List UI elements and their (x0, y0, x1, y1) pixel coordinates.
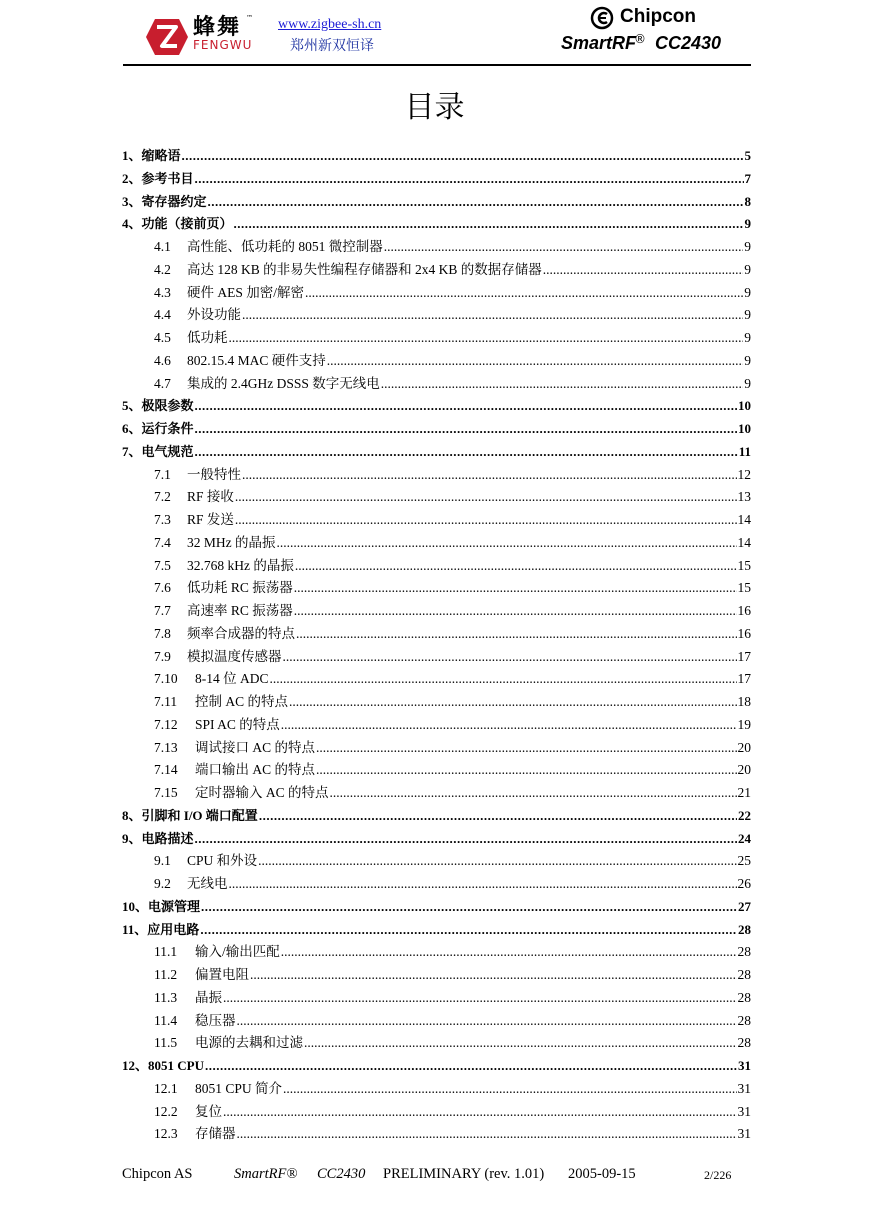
toc-page-number: 28 (737, 967, 751, 982)
toc-section-entry[interactable] (154, 555, 751, 577)
toc-chapter-entry[interactable] (122, 168, 751, 190)
toc-entry-title: 8051 CPU (148, 1058, 204, 1073)
toc-dot-leader (237, 1010, 737, 1032)
toc-page-number: 20 (737, 762, 751, 778)
toc-page-number: 14 (737, 534, 751, 550)
toc-page-number: 25 (737, 853, 751, 869)
toc-dot-leader (281, 714, 737, 736)
toc-section-entry[interactable] (154, 737, 751, 759)
toc-dot-leader (384, 236, 744, 258)
toc-dot-leader (283, 1078, 736, 1100)
toc-section-entry[interactable] (154, 350, 751, 372)
toc-entry-number: 7.9 (154, 648, 171, 664)
toc-entry-number: 6、 (122, 421, 142, 436)
toc-page-number: 7 (744, 170, 751, 186)
toc-section-entry[interactable] (154, 714, 751, 736)
toc-entry-number: 12.2 (154, 1103, 178, 1119)
toc-page-number: 10 (738, 398, 751, 414)
toc-dot-leader (305, 282, 743, 304)
toc-entry-title: 功能（接前页） (141, 216, 233, 232)
toc-entry-title: 低功耗 RC 振荡器 (187, 580, 293, 596)
toc-page-number: 9 (744, 239, 751, 254)
toc-entry-title: 寄存器约定 (141, 193, 207, 209)
toc-section-entry[interactable] (154, 873, 751, 895)
fengwu-logo-icon (145, 18, 189, 56)
toc-entry-title: 缩略语 (141, 148, 181, 163)
toc-dot-leader (283, 646, 737, 668)
toc-entry-number: 7.14 (154, 762, 178, 778)
toc-page-number: 16 (737, 603, 751, 618)
toc-entry-number: 3、 (122, 193, 142, 209)
toc-dot-leader (296, 623, 737, 645)
website-link[interactable]: www.zigbee-sh.cn (278, 17, 382, 32)
toc-page-number: 21 (737, 785, 751, 800)
toc-dot-leader (259, 805, 737, 827)
toc-chapter-entry[interactable] (122, 191, 751, 213)
toc-entry-number: 7.3 (154, 512, 171, 527)
toc-page-number: 28 (737, 1012, 751, 1028)
toc-entry-title: 高速率 RC 振荡器 (187, 603, 293, 618)
toc-entry-title: RF 接收 (187, 489, 234, 505)
toc-page-number: 26 (737, 876, 751, 891)
toc-dot-leader (223, 987, 737, 1009)
toc-entry-number: 7.12 (154, 716, 178, 732)
toc-page-number: 27 (738, 898, 751, 914)
toc-entry-title: SPI AC 的特点 (195, 716, 280, 732)
toc-dot-leader (281, 941, 737, 963)
toc-entry-title: 高达 128 KB 的非易失性编程存储器和 2x4 KB 的数据存储器 (187, 261, 542, 277)
toc-dot-leader (327, 350, 743, 372)
toc-entry-number: 11.1 (154, 944, 178, 960)
toc-entry-number: 9.1 (154, 853, 171, 869)
toc-dot-leader (195, 168, 744, 190)
toc-dot-leader (195, 395, 737, 417)
toc-page-number: 24 (738, 830, 751, 846)
toc-dot-leader (237, 1123, 737, 1145)
toc-dot-leader (235, 486, 737, 508)
toc-entry-number: 10、 (122, 898, 149, 914)
translator-name: 郑州新双恒译 (290, 39, 374, 54)
toc-dot-leader (258, 850, 736, 872)
toc-section-entry[interactable] (154, 623, 751, 645)
toc-section-entry[interactable] (154, 941, 751, 963)
toc-page-number: 15 (737, 557, 751, 573)
toc-page-number: 9 (744, 352, 751, 368)
toc-entry-number: 11.4 (154, 1012, 178, 1028)
toc-entry-number: 2、 (122, 170, 142, 186)
toc-entry-title: 引脚和 I/O 端口配置 (141, 807, 258, 823)
toc-page-number: 5 (744, 148, 751, 163)
toc-entry-title: 稳压器 (195, 1012, 236, 1028)
toc-entry-number: 4.7 (154, 375, 171, 391)
toc-entry-title: 模拟温度传感器 (187, 648, 282, 664)
chipcon-logo-icon (590, 6, 614, 30)
toc-entry-number: 7.6 (154, 580, 171, 596)
toc-section-entry[interactable] (154, 236, 751, 258)
toc-entry-title: 高性能、低功耗的 8051 微控制器 (187, 239, 383, 254)
toc-chapter-entry[interactable] (122, 1055, 751, 1077)
toc-page-number: 31 (738, 1058, 751, 1073)
product-name: CC2430 (655, 33, 722, 53)
toc-page-number: 22 (738, 807, 751, 823)
toc-page-number: 19 (737, 716, 751, 732)
toc-dot-leader (205, 1055, 737, 1077)
toc-section-entry[interactable] (154, 373, 751, 395)
toc-entry-title: 应用电路 (147, 921, 200, 937)
toc-page-number: 20 (737, 739, 751, 755)
toc-entry-title: 一般特性 (187, 466, 241, 482)
toc-entry-title: 端口输出 AC 的特点 (195, 762, 316, 778)
toc-section-entry[interactable] (154, 509, 751, 531)
toc-entry-title: 硬件 AES 加密/解密 (187, 284, 305, 300)
toc-section-entry[interactable] (154, 646, 751, 668)
toc-dot-leader (195, 441, 738, 463)
toc-entry-number: 7.13 (154, 739, 178, 755)
toc-dot-leader (294, 577, 737, 599)
toc-entry-number: 7.4 (154, 534, 171, 550)
toc-dot-leader (201, 896, 737, 918)
toc-entry-number: 4、 (122, 216, 142, 232)
toc-entry-number: 7、 (122, 443, 142, 459)
toc-dot-leader (208, 191, 744, 213)
footer-date: 2005-09-15 (568, 1166, 636, 1182)
toc-page-number: 9 (744, 307, 751, 323)
toc-page-number: 14 (737, 512, 751, 527)
toc-entry-number: 7.10 (154, 671, 178, 687)
toc-entry-title: 存储器 (195, 1126, 236, 1142)
toc-entry-number: 7.8 (154, 625, 171, 641)
toc-dot-leader (242, 464, 737, 486)
toc-entry-title: CPU 和外设 (187, 853, 258, 869)
toc-section-entry[interactable] (154, 1123, 751, 1145)
toc-entry-number: 5、 (122, 398, 142, 414)
toc-section-entry[interactable] (154, 259, 751, 281)
toc-section-entry[interactable] (154, 327, 751, 349)
toc-entry-number: 7.1 (154, 466, 171, 482)
toc-entry-number: 4.1 (154, 239, 171, 254)
toc-entry-title: 电源的去耦和过滤 (195, 1035, 303, 1051)
toc-entry-number: 7.5 (154, 557, 171, 573)
toc-page-number: 9 (744, 261, 751, 277)
toc-entry-number: 7.7 (154, 603, 171, 618)
toc-entry-title: 控制 AC 的特点 (195, 694, 289, 709)
toc-section-entry[interactable] (154, 850, 751, 872)
toc-page-number: 9 (744, 330, 751, 345)
toc-entry-number: 4.6 (154, 352, 171, 368)
toc-dot-leader (277, 532, 737, 554)
toc-entry-title: RF 发送 (187, 512, 234, 527)
toc-entry-number: 11.5 (154, 1035, 178, 1051)
brand-chinese-name: 蜂舞 (193, 15, 242, 40)
toc-dot-leader (543, 259, 743, 281)
toc-entry-number: 11.3 (154, 989, 178, 1005)
brand-english-name: FENGWU (193, 38, 253, 52)
toc-page-number: 28 (738, 921, 751, 937)
toc-page-number: 9 (744, 284, 751, 300)
toc-entry-title: 定时器输入 AC 的特点 (195, 785, 329, 800)
toc-page-number: 31 (737, 1126, 751, 1142)
toc-section-entry[interactable] (154, 759, 751, 781)
toc-section-entry[interactable] (154, 304, 751, 326)
toc-page-number: 12 (737, 466, 751, 482)
footer-product: CC2430 (317, 1166, 366, 1182)
toc-chapter-entry[interactable] (122, 418, 751, 440)
toc-page-number: 15 (737, 580, 751, 596)
toc-page-number: 18 (737, 694, 751, 709)
toc-page-number: 8 (744, 193, 751, 209)
footer-company: Chipcon AS (122, 1166, 193, 1182)
toc-dot-leader (195, 418, 737, 440)
toc-chapter-entry[interactable] (122, 441, 751, 463)
toc-dot-leader (250, 964, 737, 986)
toc-entry-number: 9.2 (154, 876, 171, 891)
toc-section-entry[interactable] (154, 600, 751, 622)
toc-dot-leader (316, 737, 736, 759)
toc-entry-number: 12.3 (154, 1126, 178, 1142)
toc-dot-leader (235, 509, 737, 531)
toc-section-entry[interactable] (154, 464, 751, 486)
toc-dot-leader (234, 213, 744, 235)
toc-entry-title: 低功耗 (187, 330, 228, 345)
toc-entry-number: 7.15 (154, 785, 178, 800)
toc-entry-title: 8-14 位 ADC (195, 671, 269, 687)
toc-entry-number: 1、 (122, 148, 142, 163)
toc-chapter-entry[interactable] (122, 919, 751, 941)
toc-entry-title: 输入/输出匹配 (195, 944, 280, 960)
toc-section-entry[interactable] (154, 1032, 751, 1054)
toc-entry-number: 4.2 (154, 261, 171, 277)
toc-dot-leader (316, 759, 736, 781)
toc-dot-leader (229, 327, 744, 349)
toc-dot-leader (200, 919, 737, 941)
toc-section-entry[interactable] (154, 282, 751, 304)
footer-status: PRELIMINARY (rev. 1.01) (383, 1166, 545, 1182)
toc-dot-leader (195, 828, 737, 850)
toc-page-number: 11 (738, 443, 751, 459)
toc-entry-title: 外设功能 (187, 307, 241, 323)
toc-dot-leader (223, 1101, 737, 1123)
toc-chapter-entry[interactable] (122, 896, 751, 918)
toc-entry-title: 频率合成器的特点 (187, 625, 295, 641)
toc-page-number: 16 (737, 625, 751, 641)
toc-entry-number: 12、 (122, 1058, 149, 1073)
toc-chapter-entry[interactable] (122, 395, 751, 417)
toc-dot-leader (330, 782, 737, 804)
toc-entry-title: 晶振 (195, 989, 222, 1005)
toc-section-entry[interactable] (154, 964, 751, 986)
toc-page-number: 9 (744, 375, 751, 391)
toc-entry-number: 11、 (122, 921, 148, 937)
registered-mark: ® (634, 32, 646, 46)
toc-entry-title: 32 MHz 的晶振 (187, 534, 276, 550)
toc-entry-title: 集成的 2.4GHz DSSS 数字无线电 (187, 375, 380, 391)
toc-entry-title: 电路描述 (141, 830, 194, 846)
toc-entry-title: 802.15.4 MAC 硬件支持 (187, 352, 326, 368)
toc-section-entry[interactable] (154, 577, 751, 599)
toc-entry-number: 4.5 (154, 330, 171, 345)
toc-dot-leader (289, 691, 736, 713)
toc-dot-leader (294, 600, 737, 622)
toc-page-number: 28 (737, 1035, 751, 1051)
toc-page-number: 9 (744, 216, 751, 232)
toc-entry-number: 11.2 (154, 967, 178, 982)
header-divider (123, 64, 751, 66)
toc-entry-title: 运行条件 (141, 421, 194, 436)
toc-entry-title: 8051 CPU 简介 (195, 1080, 283, 1096)
chipcon-name: Chipcon (620, 6, 696, 27)
toc-entry-number: 4.3 (154, 284, 171, 300)
toc-page-number: 17 (737, 671, 751, 687)
toc-entry-title: 偏置电阻 (195, 967, 249, 982)
toc-entry-number: 4.4 (154, 307, 171, 323)
toc-section-entry[interactable] (154, 668, 751, 690)
toc-section-entry[interactable] (154, 1078, 751, 1100)
toc-page-number: 17 (737, 648, 751, 664)
toc-section-entry[interactable] (154, 1101, 751, 1123)
toc-dot-leader (242, 304, 743, 326)
toc-section-entry[interactable] (154, 987, 751, 1009)
toc-section-entry[interactable] (154, 486, 751, 508)
toc-dot-leader (270, 668, 737, 690)
toc-page-number: 31 (737, 1103, 751, 1119)
toc-entry-title: 极限参数 (141, 398, 194, 414)
toc-entry-number: 12.1 (154, 1080, 178, 1096)
toc-entry-number: 7.11 (154, 694, 178, 709)
toc-entry-title: 电源管理 (148, 898, 201, 914)
toc-page-number: 28 (737, 944, 751, 960)
toc-section-entry[interactable] (154, 691, 751, 713)
trademark-mark: ™ (246, 14, 253, 22)
toc-page-number: 28 (737, 989, 751, 1005)
toc-chapter-entry[interactable] (122, 213, 751, 235)
toc-entry-number: 9、 (122, 830, 142, 846)
toc-chapter-entry[interactable] (122, 805, 751, 827)
toc-chapter-entry[interactable] (122, 828, 751, 850)
toc-dot-leader (381, 373, 743, 395)
footer-page-number: 2/226 (704, 1168, 732, 1182)
toc-dot-leader (182, 145, 744, 167)
toc-section-entry[interactable] (154, 782, 751, 804)
toc-page-number: 31 (737, 1080, 751, 1096)
smartrf-label: SmartRF (561, 33, 637, 53)
toc-entry-title: 调试接口 AC 的特点 (195, 739, 316, 755)
footer-smartrf: SmartRF® (234, 1166, 298, 1182)
toc-dot-leader (229, 873, 737, 895)
toc-page-number: 10 (738, 421, 751, 436)
toc-entry-title: 复位 (195, 1103, 222, 1119)
toc-entry-title: 电气规范 (141, 443, 194, 459)
page-title: 目录 (404, 90, 465, 125)
toc-section-entry[interactable] (154, 1010, 751, 1032)
toc-entry-number: 7.2 (154, 489, 171, 505)
toc-entry-title: 参考书目 (141, 170, 194, 186)
toc-entry-title: 无线电 (187, 876, 228, 891)
toc-chapter-entry[interactable] (122, 145, 751, 167)
toc-dot-leader (295, 555, 737, 577)
toc-section-entry[interactable] (154, 532, 751, 554)
toc-page-number: 13 (737, 489, 751, 505)
toc-entry-title: 32.768 kHz 的晶振 (187, 557, 294, 573)
toc-entry-number: 8、 (122, 807, 142, 823)
toc-dot-leader (304, 1032, 737, 1054)
